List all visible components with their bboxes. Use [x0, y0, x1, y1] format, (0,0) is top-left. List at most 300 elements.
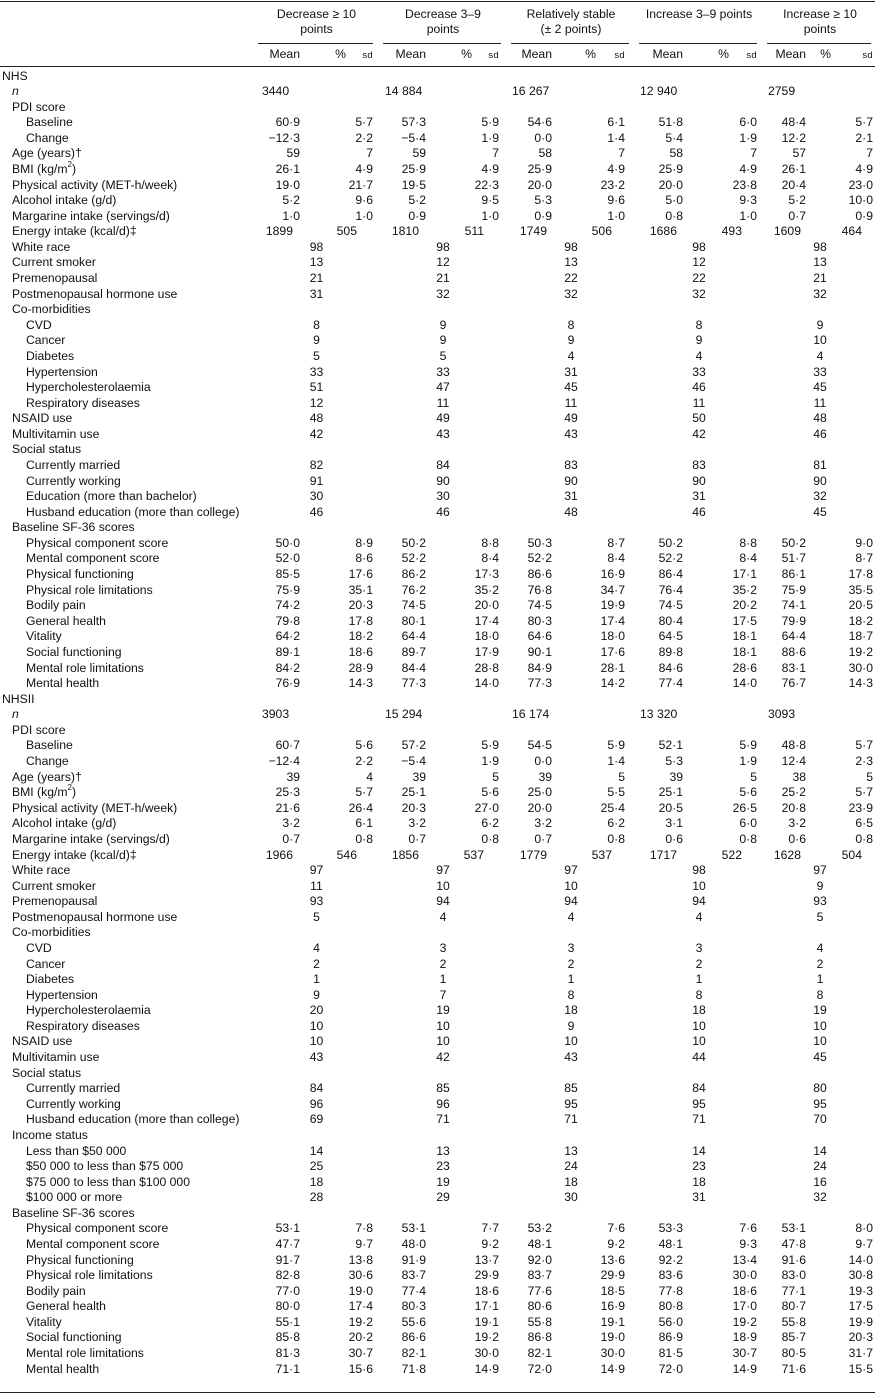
mean-value: 83·7 — [527, 1268, 552, 1283]
sd-value: 18·2 — [848, 613, 873, 628]
mean-value: 0·6 — [788, 831, 806, 846]
row-label — [26, 1112, 239, 1126]
sd-value: 0·8 — [355, 831, 373, 846]
mean-value: 20·0 — [527, 800, 552, 815]
n-value: 16 174 — [512, 707, 550, 722]
sd-value: 20·3 — [348, 598, 373, 613]
sd-value: 7 — [618, 146, 625, 161]
mean-value: 26·1 — [781, 161, 806, 176]
sd-value: 18·2 — [348, 629, 373, 644]
percent-value: 25 — [309, 1159, 324, 1174]
sd-value: 6·2 — [481, 816, 499, 831]
row-label — [26, 1315, 62, 1329]
percent-value: 2 — [695, 956, 703, 971]
row-label-text: Physical role limitations — [26, 1268, 153, 1283]
row-label-text: Margarine intake (servings/d) — [12, 208, 170, 223]
row-label-text: Social functioning — [26, 644, 122, 659]
row-label-text: PDI score — [12, 722, 66, 737]
row-label-text: Physical component score — [26, 1221, 169, 1236]
percent-value: 30 — [436, 489, 450, 504]
row-label — [26, 349, 74, 363]
sd-value: 5·7 — [355, 115, 373, 130]
mean-value: 1856 — [391, 847, 419, 862]
n-value: 3093 — [768, 707, 796, 722]
sd-value: 13·8 — [348, 1252, 373, 1267]
mean-value: 0·9 — [534, 208, 552, 223]
mean-value: 57·3 — [401, 115, 426, 130]
row-label-text: Postmenopausal hormone use — [12, 909, 178, 924]
percent-value: 10 — [813, 333, 827, 348]
mean-value: 76·2 — [401, 582, 426, 597]
percent-value: 10 — [436, 878, 450, 893]
percent-value: 10 — [436, 1034, 450, 1049]
sd-value: 9·5 — [481, 193, 499, 208]
percent-value: 80 — [813, 1081, 827, 1096]
mean-value: 92·2 — [658, 1252, 683, 1267]
percent-value: 23 — [436, 1159, 450, 1174]
row-label — [26, 941, 52, 955]
sd-value: 22·3 — [474, 177, 499, 192]
percent-value: 10 — [309, 1034, 324, 1049]
mean-value: 71·1 — [275, 1361, 300, 1376]
percent-value: 90 — [436, 473, 450, 488]
sd-value: 20·2 — [732, 598, 757, 613]
percent-value: 5 — [313, 909, 320, 924]
percent-value: 46 — [692, 504, 706, 519]
sd-value: 14·0 — [732, 676, 757, 691]
mean-value: 54·6 — [527, 115, 552, 130]
percent-value: 10 — [309, 1018, 324, 1033]
row-label-text: Currently working — [26, 1096, 121, 1111]
row-label-text: General health — [26, 613, 106, 628]
header-bottom-rule — [0, 66, 875, 67]
percent-value: 46 — [813, 426, 827, 441]
sd-value: 23·9 — [848, 800, 873, 815]
sd-value: 4·9 — [481, 161, 499, 176]
percent-value: 13 — [564, 255, 578, 270]
mean-value: 76·7 — [781, 676, 806, 691]
percent-value: 90 — [692, 473, 706, 488]
sd-value: 30·0 — [848, 660, 873, 675]
mean-value: 50·0 — [275, 535, 300, 550]
row-label — [26, 1159, 183, 1173]
sd-value: 13·4 — [732, 1252, 757, 1267]
mean-value: 53·1 — [275, 1221, 300, 1236]
mean-value: 81·5 — [658, 1346, 683, 1361]
mean-value: 85·8 — [275, 1330, 300, 1345]
sd-value: 14·0 — [474, 676, 499, 691]
mean-value: 55·6 — [401, 1314, 426, 1329]
row-label — [12, 271, 97, 285]
row-label-text: BMI (kg/m — [12, 161, 68, 176]
percent-value: 10 — [692, 1034, 706, 1049]
section-heading — [2, 692, 35, 706]
percent-value: 42 — [436, 1050, 450, 1065]
row-label-text: Diabetes — [26, 972, 75, 987]
group-header — [765, 7, 875, 37]
mean-value: 0·7 — [282, 831, 300, 846]
sd-value: 5 — [750, 769, 757, 784]
group-underline — [258, 43, 373, 44]
row-label — [26, 1081, 120, 1095]
percent-value: 46 — [436, 504, 450, 519]
percent-value: 97 — [564, 863, 578, 878]
row-label-text: Margarine intake (servings/d) — [12, 831, 170, 846]
percent-value: 19 — [813, 1003, 827, 1018]
superscript: 2 — [67, 159, 72, 169]
mean-value: 25·3 — [275, 785, 300, 800]
sd-value: 28·8 — [474, 660, 499, 675]
row-label — [26, 1003, 151, 1017]
percent-value: 44 — [692, 1050, 706, 1065]
percent-value: 13 — [436, 1143, 450, 1158]
row-label — [26, 972, 74, 986]
sd-value: 9·7 — [355, 1237, 373, 1251]
mean-value: 89·8 — [658, 644, 683, 659]
sd-value: 13·6 — [600, 1252, 625, 1267]
sd-value: 9·6 — [355, 193, 373, 208]
mean-value: 25·1 — [658, 785, 683, 800]
row-label-text: Respiratory diseases — [26, 395, 140, 410]
row-label-text: BMI (kg/m — [12, 785, 68, 800]
row-label-text: White race — [12, 239, 71, 254]
sd-value: 6·1 — [607, 115, 625, 130]
mean-value: 57·2 — [401, 738, 426, 753]
mean-value: 76·8 — [527, 582, 552, 597]
row-label — [12, 723, 66, 737]
row-label — [12, 925, 91, 939]
row-label — [26, 629, 62, 643]
table-bottom-rule — [0, 1392, 875, 1393]
sd-value: 35·2 — [474, 582, 499, 597]
percent-value: 10 — [813, 1018, 827, 1033]
percent-value: 18 — [692, 1174, 706, 1189]
row-label-text: CVD — [26, 940, 52, 955]
mean-value: 38 — [792, 769, 806, 784]
row-label-text: Physical component score — [26, 535, 169, 550]
sd-value: 35·5 — [848, 582, 873, 597]
percent-value: 13 — [309, 255, 324, 270]
subheader-mean: Mean — [395, 47, 426, 61]
mean-value: 3·2 — [534, 816, 552, 831]
row-label — [12, 159, 77, 176]
row-label-text: Multivitamin use — [12, 426, 100, 441]
sd-value: 20·5 — [848, 598, 873, 613]
sd-value: 5·7 — [355, 785, 373, 800]
sd-value: 9·6 — [607, 193, 625, 208]
percent-value: 3 — [439, 940, 447, 955]
mean-value: 83·1 — [781, 660, 806, 675]
percent-value: 5 — [816, 909, 824, 924]
sd-value: 17·5 — [848, 1299, 873, 1314]
mean-value: 0·8 — [665, 208, 683, 223]
percent-value: 28 — [309, 1190, 324, 1205]
sd-value: 8·4 — [607, 551, 625, 566]
mean-value: 5·2 — [282, 193, 300, 208]
percent-value: 70 — [813, 1112, 827, 1127]
row-label — [26, 1097, 121, 1111]
sd-value: 1·0 — [355, 208, 373, 223]
group-underline — [767, 43, 871, 44]
sd-value: 0·8 — [739, 831, 757, 846]
row-label-text: CVD — [26, 317, 52, 332]
sd-value: 1·0 — [481, 208, 499, 223]
sd-value: 31·7 — [848, 1346, 873, 1361]
row-label — [26, 318, 52, 332]
mean-value: 74·2 — [275, 598, 300, 613]
subheader-sd: sd — [862, 50, 873, 61]
row-label-text: Hypertension — [26, 987, 98, 1002]
mean-value: 86·6 — [401, 1330, 426, 1345]
sd-value: 19·9 — [600, 598, 625, 613]
mean-value: 60·9 — [275, 115, 300, 130]
row-label — [12, 302, 91, 316]
mean-value: 72·0 — [527, 1361, 552, 1376]
percent-value: 12 — [692, 255, 706, 270]
sd-value: 4·9 — [355, 161, 373, 176]
row-label — [26, 1019, 140, 1033]
row-label-text: PDI score — [12, 99, 66, 114]
sd-value: 30·6 — [348, 1268, 373, 1283]
mean-value: 64·5 — [658, 629, 683, 644]
mean-value: 81·3 — [275, 1346, 300, 1361]
sd-value: 19·2 — [474, 1330, 499, 1345]
mean-value: 39 — [286, 769, 300, 784]
row-label-text: Age (years)† — [12, 769, 82, 784]
percent-value: 95 — [813, 1096, 827, 1111]
percent-value: 33 — [309, 364, 324, 379]
row-label-text: Baseline SF-36 scores — [12, 1205, 135, 1220]
row-label — [12, 146, 82, 160]
sd-value: 18·9 — [732, 1330, 757, 1345]
percent-value: 31 — [564, 364, 578, 379]
mean-value: 1966 — [265, 847, 293, 862]
row-label-text: Vitality — [26, 629, 62, 644]
sd-value: 34·7 — [600, 582, 625, 597]
sd-value: 28·9 — [348, 660, 373, 675]
row-label-text: Hypercholesterolaemia — [26, 380, 151, 395]
sd-value: 2·1 — [855, 130, 873, 145]
percent-value: 9 — [567, 1018, 575, 1033]
group-header-line: Decrease 3–9 — [405, 7, 481, 21]
sd-value: 6·1 — [355, 816, 373, 831]
percent-value: 19 — [436, 1174, 450, 1189]
percent-value: 51 — [309, 380, 324, 395]
group-header-line: (± 2 points) — [540, 22, 602, 36]
percent-value: 71 — [564, 1112, 578, 1127]
percent-value: 90 — [564, 473, 578, 488]
percent-value: 97 — [813, 863, 827, 878]
row-label — [26, 754, 69, 768]
subheader-percent: % — [585, 47, 596, 61]
percent-value: 32 — [813, 286, 827, 301]
mean-value: 59 — [286, 146, 300, 161]
row-label-text: Co-morbidities — [12, 302, 91, 317]
row-label — [12, 785, 76, 799]
group-underline — [383, 43, 501, 44]
mean-value: 53·1 — [401, 1221, 426, 1236]
sd-value: 14·2 — [600, 676, 625, 691]
mean-value: 77·8 — [658, 1283, 683, 1298]
sd-value: 7·6 — [607, 1221, 625, 1236]
mean-value: 25·2 — [781, 785, 806, 800]
percent-value: 45 — [564, 380, 578, 395]
percent-value: 23 — [692, 1159, 706, 1174]
percent-value: 11 — [813, 395, 827, 410]
row-label — [12, 224, 137, 238]
mean-value: 77·6 — [527, 1283, 552, 1298]
mean-value: 75·9 — [275, 582, 300, 597]
sd-value: 9·3 — [739, 193, 757, 208]
row-label — [26, 380, 151, 394]
percent-value: 10 — [564, 878, 578, 893]
row-label-text: Cancer — [26, 956, 66, 971]
percent-value: 31 — [309, 286, 324, 301]
percent-value: 33 — [813, 364, 827, 379]
sd-value: 35·2 — [732, 582, 757, 597]
percent-value: 43 — [309, 1050, 324, 1065]
row-label-text: Postmenopausal hormone use — [12, 286, 178, 301]
percent-value: 9 — [816, 317, 824, 332]
section-heading — [2, 69, 28, 83]
mean-value: 26·1 — [275, 161, 300, 176]
mean-value: 88·6 — [781, 644, 806, 659]
percent-value: 5 — [313, 348, 320, 363]
group-underline — [639, 43, 757, 44]
sd-value: 511 — [464, 224, 484, 239]
percent-value: 18 — [309, 1174, 324, 1189]
percent-value: 10 — [692, 1018, 706, 1033]
mean-value: 3·2 — [282, 816, 300, 831]
row-label — [12, 1128, 88, 1142]
row-label — [26, 676, 99, 690]
sd-value: 15·6 — [348, 1361, 373, 1376]
row-label — [12, 1034, 72, 1048]
sd-value: 14·3 — [848, 676, 873, 691]
row-label-text: Social status — [12, 442, 82, 457]
mean-value: 53·2 — [527, 1221, 552, 1236]
subheader-sd: sd — [614, 50, 625, 61]
sd-value: 5·9 — [481, 115, 499, 130]
mean-value: 80·6 — [527, 1299, 552, 1314]
sd-value: 5 — [618, 769, 625, 784]
sd-value: 10·0 — [848, 193, 873, 208]
mean-value: 80·3 — [401, 1299, 426, 1314]
row-label-text: Bodily pain — [26, 598, 86, 613]
percent-value: 48 — [309, 411, 324, 426]
sd-value: 6·0 — [739, 115, 757, 130]
sd-value: 4·9 — [855, 161, 873, 176]
sd-value: 4 — [366, 769, 373, 784]
percent-value: 46 — [692, 380, 706, 395]
percent-value: 71 — [692, 1112, 706, 1127]
row-label — [26, 1284, 86, 1298]
row-label-text: ) — [71, 785, 77, 800]
percent-value: 30 — [564, 1190, 578, 1205]
group-header — [381, 7, 505, 37]
mean-value: 47·7 — [275, 1237, 300, 1251]
subheader-mean: Mean — [521, 47, 552, 61]
mean-value: 86·1 — [781, 567, 806, 582]
sd-value: 546 — [336, 847, 357, 862]
mean-value: 0·7 — [408, 831, 426, 846]
sd-value: 8·4 — [481, 551, 499, 566]
mean-value: 80·4 — [658, 613, 683, 628]
percent-value: 69 — [309, 1112, 324, 1127]
mean-value: 48·8 — [781, 738, 806, 753]
row-label — [12, 848, 137, 862]
percent-value: 46 — [309, 504, 324, 519]
mean-value: 64·2 — [275, 629, 300, 644]
percent-value: 13 — [813, 255, 827, 270]
row-label-text: Energy intake (kcal/d)‡ — [12, 847, 137, 862]
row-label-text: Mental component score — [26, 1237, 160, 1251]
mean-value: 51·8 — [658, 115, 683, 130]
row-label — [12, 209, 170, 223]
row-label — [26, 738, 73, 752]
percent-value: 10 — [436, 1018, 450, 1033]
row-label-text: Premenopausal — [12, 894, 98, 909]
row-label-text: Energy intake (kcal/d)‡ — [12, 224, 137, 239]
sd-value: 5·5 — [607, 785, 625, 800]
row-label-text: Social functioning — [26, 1330, 122, 1345]
row-label — [26, 1362, 99, 1376]
mean-value: 1717 — [649, 847, 677, 862]
mean-value: 77·3 — [527, 676, 552, 691]
percent-value: 19 — [436, 1003, 450, 1018]
row-label-text: Alcohol intake (g/d) — [12, 816, 117, 831]
mean-value: 48·0 — [401, 1237, 426, 1251]
row-label-text: Premenopausal — [12, 271, 98, 286]
sd-value: 17·5 — [732, 613, 757, 628]
sd-value: 7 — [750, 146, 757, 161]
row-label — [26, 1237, 159, 1251]
sd-value: 5·7 — [855, 785, 873, 800]
percent-value: 32 — [564, 286, 578, 301]
mean-value: 0·0 — [534, 130, 552, 145]
sd-value: 17·4 — [348, 1299, 373, 1314]
mean-value: 25·9 — [527, 161, 552, 176]
subheader-percent: % — [718, 47, 729, 61]
sd-value: 505 — [336, 224, 357, 239]
n-value: 13 320 — [640, 707, 678, 722]
mean-value: 83·7 — [401, 1268, 426, 1283]
sd-value: 26·5 — [732, 800, 757, 815]
sd-value: 1·0 — [739, 208, 757, 223]
row-label-text: Education (more than bachelor) — [26, 489, 197, 504]
sd-value: 8·7 — [607, 535, 625, 550]
percent-value: 95 — [692, 1096, 706, 1111]
mean-value: 52·0 — [275, 551, 300, 566]
sd-value: 23·0 — [848, 177, 873, 192]
percent-value: 43 — [436, 426, 450, 441]
percent-value: 11 — [310, 878, 323, 893]
sd-value: 9·2 — [607, 1237, 625, 1251]
mean-value: 54·5 — [527, 738, 552, 753]
row-label-text: Currently married — [26, 1081, 121, 1096]
sd-value: 20·0 — [474, 598, 499, 613]
percent-value: 4 — [816, 348, 824, 363]
sd-value: 17·4 — [474, 613, 499, 628]
mean-value: 3·2 — [788, 816, 806, 831]
row-label-text: Income status — [12, 1127, 88, 1142]
mean-value: 5·2 — [408, 193, 426, 208]
sd-value: 30·0 — [474, 1346, 499, 1361]
percent-value: 5 — [439, 348, 447, 363]
row-label — [26, 1144, 126, 1158]
group-header-line: Relatively stable — [526, 7, 616, 21]
subheader-percent: % — [335, 47, 346, 61]
